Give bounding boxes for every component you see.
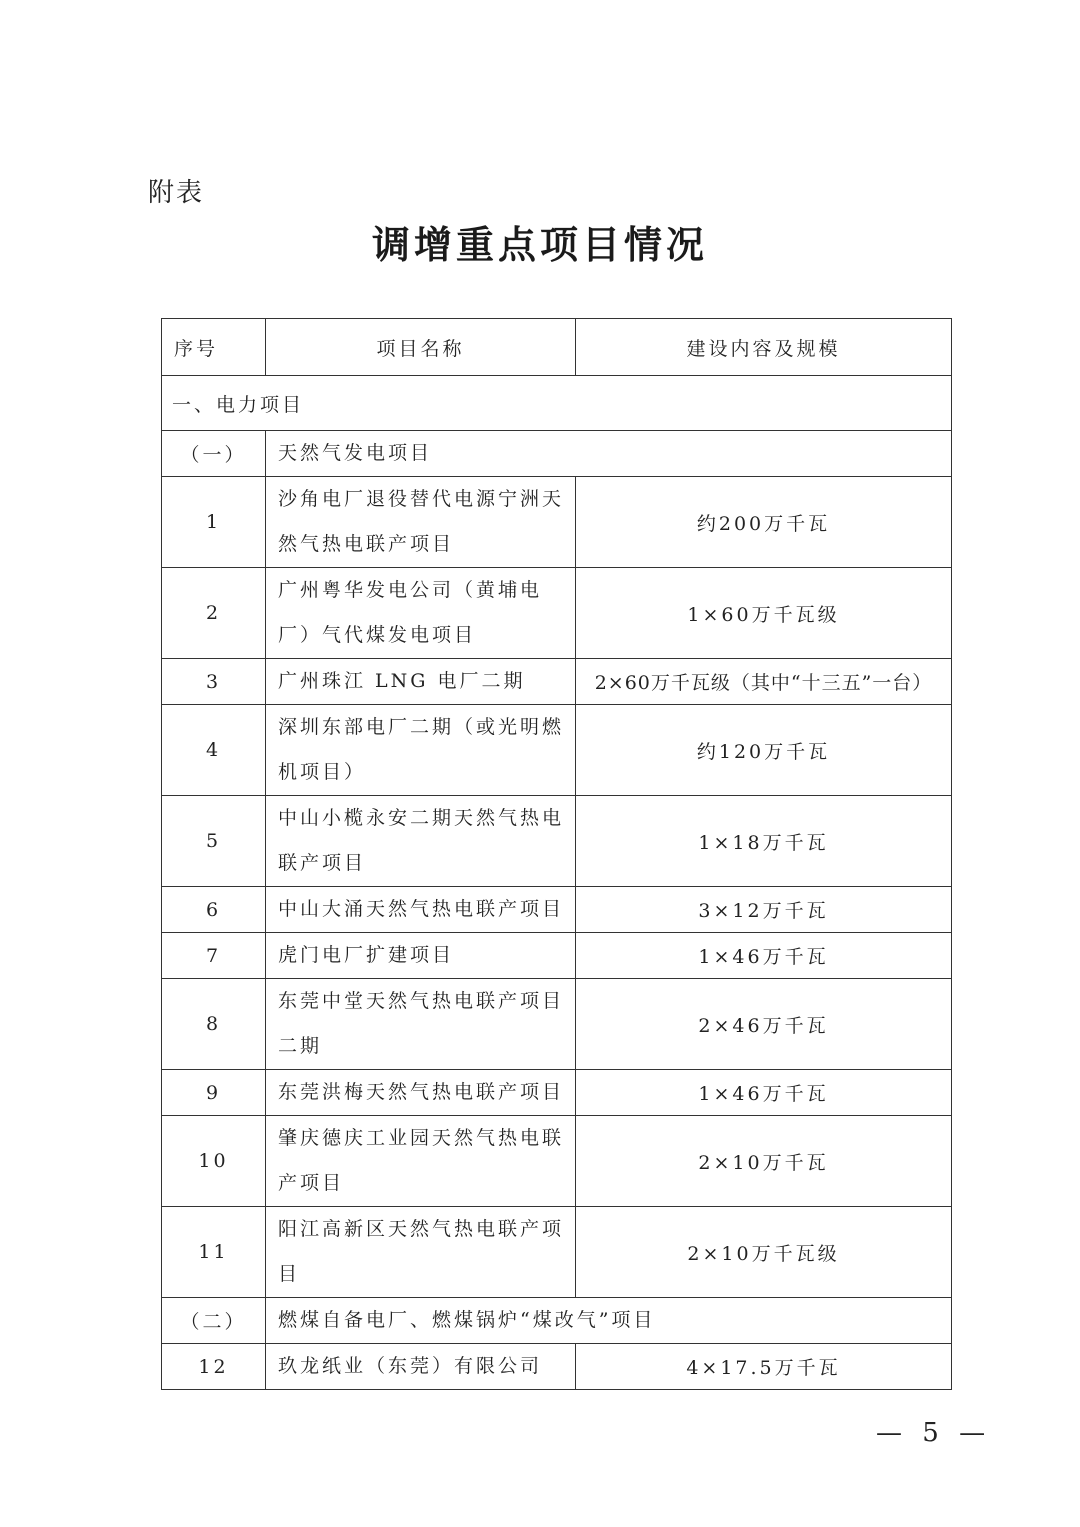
row-no: 6 (162, 887, 266, 933)
row-scale: 1×46万千瓦 (576, 933, 952, 979)
row-no: 10 (162, 1116, 266, 1207)
row-scale: 1×60万千瓦级 (576, 568, 952, 659)
header-name: 项目名称 (266, 319, 576, 376)
table-row (162, 887, 952, 933)
section-title: 一、电力项目 (162, 376, 952, 431)
row-no: 2 (162, 568, 266, 659)
row-name: 广州珠江 LNG 电厂二期 (266, 659, 576, 705)
table-row (162, 933, 952, 979)
section-row (162, 376, 952, 431)
table-row (162, 477, 952, 568)
table-row (162, 1207, 952, 1298)
row-name: 深圳东部电厂二期（或光明燃机项目） (266, 705, 576, 796)
group-row (162, 431, 952, 477)
row-name: 东莞洪梅天然气热电联产项目 (266, 1070, 576, 1116)
row-name: 沙角电厂退役替代电源宁洲天然气热电联产项目 (266, 477, 576, 568)
projects-table (161, 318, 952, 1390)
row-name: 虎门电厂扩建项目 (266, 933, 576, 979)
row-no: 11 (162, 1207, 266, 1298)
row-name: 中山大涌天然气热电联产项目 (266, 887, 576, 933)
row-scale: 2×10万千瓦级 (576, 1207, 952, 1298)
row-scale: 约120万千瓦 (576, 705, 952, 796)
table-header-row (162, 319, 952, 376)
group-title: 天然气发电项目 (266, 431, 952, 477)
group-no: （一） (162, 431, 266, 477)
table-row (162, 1116, 952, 1207)
table-row (162, 979, 952, 1070)
row-scale: 2×10万千瓦 (576, 1116, 952, 1207)
header-scale: 建设内容及规模 (576, 319, 952, 376)
row-no: 12 (162, 1344, 266, 1390)
row-name: 广州粤华发电公司（黄埔电厂）气代煤发电项目 (266, 568, 576, 659)
table-row (162, 705, 952, 796)
group-no: （二） (162, 1298, 266, 1344)
row-scale: 3×12万千瓦 (576, 887, 952, 933)
table-row (162, 1070, 952, 1116)
table-row (162, 1344, 952, 1390)
row-scale: 2×46万千瓦 (576, 979, 952, 1070)
row-scale: 2×60万千瓦级（其中“十三五”一台） (576, 659, 952, 705)
row-no: 9 (162, 1070, 266, 1116)
page-number: — 5 — (876, 1418, 992, 1448)
row-name: 阳江高新区天然气热电联产项目 (266, 1207, 576, 1298)
group-title: 燃煤自备电厂、燃煤锅炉“煤改气”项目 (266, 1298, 952, 1344)
group-row (162, 1298, 952, 1344)
row-no: 4 (162, 705, 266, 796)
row-name: 东莞中堂天然气热电联产项目二期 (266, 979, 576, 1070)
row-scale: 1×18万千瓦 (576, 796, 952, 887)
document-title: 调增重点项目情况 (371, 223, 708, 267)
row-scale: 约200万千瓦 (576, 477, 952, 568)
table-row (162, 659, 952, 705)
header-no: 序号 (162, 319, 266, 376)
row-scale: 1×46万千瓦 (576, 1070, 952, 1116)
row-no: 7 (162, 933, 266, 979)
row-no: 5 (162, 796, 266, 887)
row-name: 玖龙纸业（东莞）有限公司 (266, 1344, 576, 1390)
row-no: 8 (162, 979, 266, 1070)
row-scale: 4×17.5万千瓦 (576, 1344, 952, 1390)
table-row (162, 568, 952, 659)
table-row (162, 796, 952, 887)
row-name: 中山小榄永安二期天然气热电联产项目 (266, 796, 576, 887)
row-name: 肇庆德庆工业园天然气热电联产项目 (266, 1116, 576, 1207)
row-no: 3 (162, 659, 266, 705)
row-no: 1 (162, 477, 266, 568)
annex-label: 附表 (148, 178, 205, 208)
